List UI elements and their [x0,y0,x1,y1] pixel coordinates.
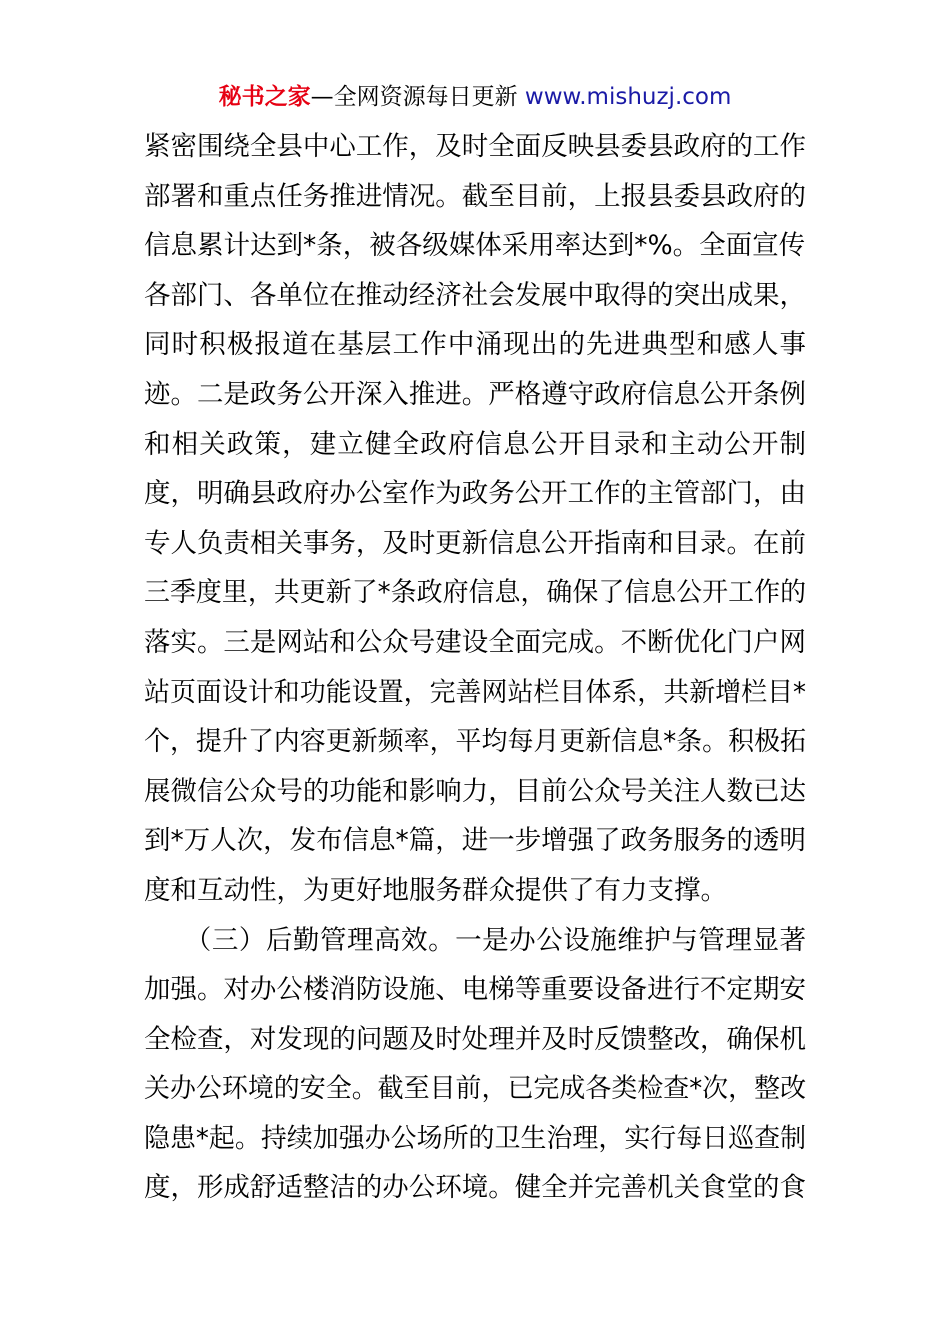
site-header [0,80,950,114]
text-line: 各部门、各单位在推动经济社会发展中取得的突出成果， [144,279,806,311]
text-line: 部署和重点任务推进情况。截至目前，上报县委县政府的 [144,180,806,212]
text-line: 关办公环境的安全。截至目前，已完成各类检查*次，整改 [144,1073,807,1105]
text-line: 度，形成舒适整洁的办公环境。健全并完善机关食堂的食 [144,1172,806,1204]
text-line: 三季度里，共更新了*条政府信息，确保了信息公开工作的 [144,577,807,609]
text-line: 度，明确县政府办公室作为政务公开工作的主管部门，由 [144,478,806,510]
text-line: 全检查，对发现的问题及时处理并及时反馈整改，确保机 [144,1023,806,1055]
document-body [144,122,824,1213]
text-line: 隐患*起。持续加强办公场所的卫生治理，实行每日巡查制 [144,1122,807,1154]
header-tagline: —全网资源每日更新 [310,84,525,110]
text-line: 紧密围绕全县中心工作，及时全面反映县委县政府的工作 [144,131,806,162]
text-line: 个，提升了内容更新频率，平均每月更新信息*条。积极拓 [144,726,807,758]
brand-name: 秘书之家 [218,84,311,110]
text-line: 加强。对办公楼消防设施、电梯等重要设备进行不定期安 [144,974,806,1006]
text-line: 迹。二是政务公开深入推进。严格遵守政府信息公开条例 [144,378,806,410]
text-line: 度和互动性，为更好地服务群众提供了有力支撑。 [144,874,727,906]
text-line: 同时积极报道在基层工作中涌现出的先进典型和感人事 [144,329,808,361]
text-line: 信息累计达到*条，被各级媒体采用率达到*%。全面宣传 [144,230,806,262]
text-line: 站页面设计和功能设置，完善网站栏目体系，共新增栏目* [144,676,807,708]
text-line: 落实。三是网站和公众号建设全面完成。不断优化门户网 [144,626,806,658]
text-line: 展微信公众号的功能和影响力，目前公众号关注人数已达 [144,775,806,807]
site-url-link[interactable]: www.mishuzj.com [524,84,732,110]
section-heading-line: （三）后勤管理高效。一是办公设施维护与管理显著 [144,924,807,956]
text-line: 专人负责相关事务，及时更新信息公开指南和目录。在前 [144,527,806,559]
text-line: 到*万人次，发布信息*篇，进一步增强了政务服务的透明 [144,825,806,857]
text-line: 和相关政策，建立健全政府信息公开目录和主动公开制 [144,428,808,460]
